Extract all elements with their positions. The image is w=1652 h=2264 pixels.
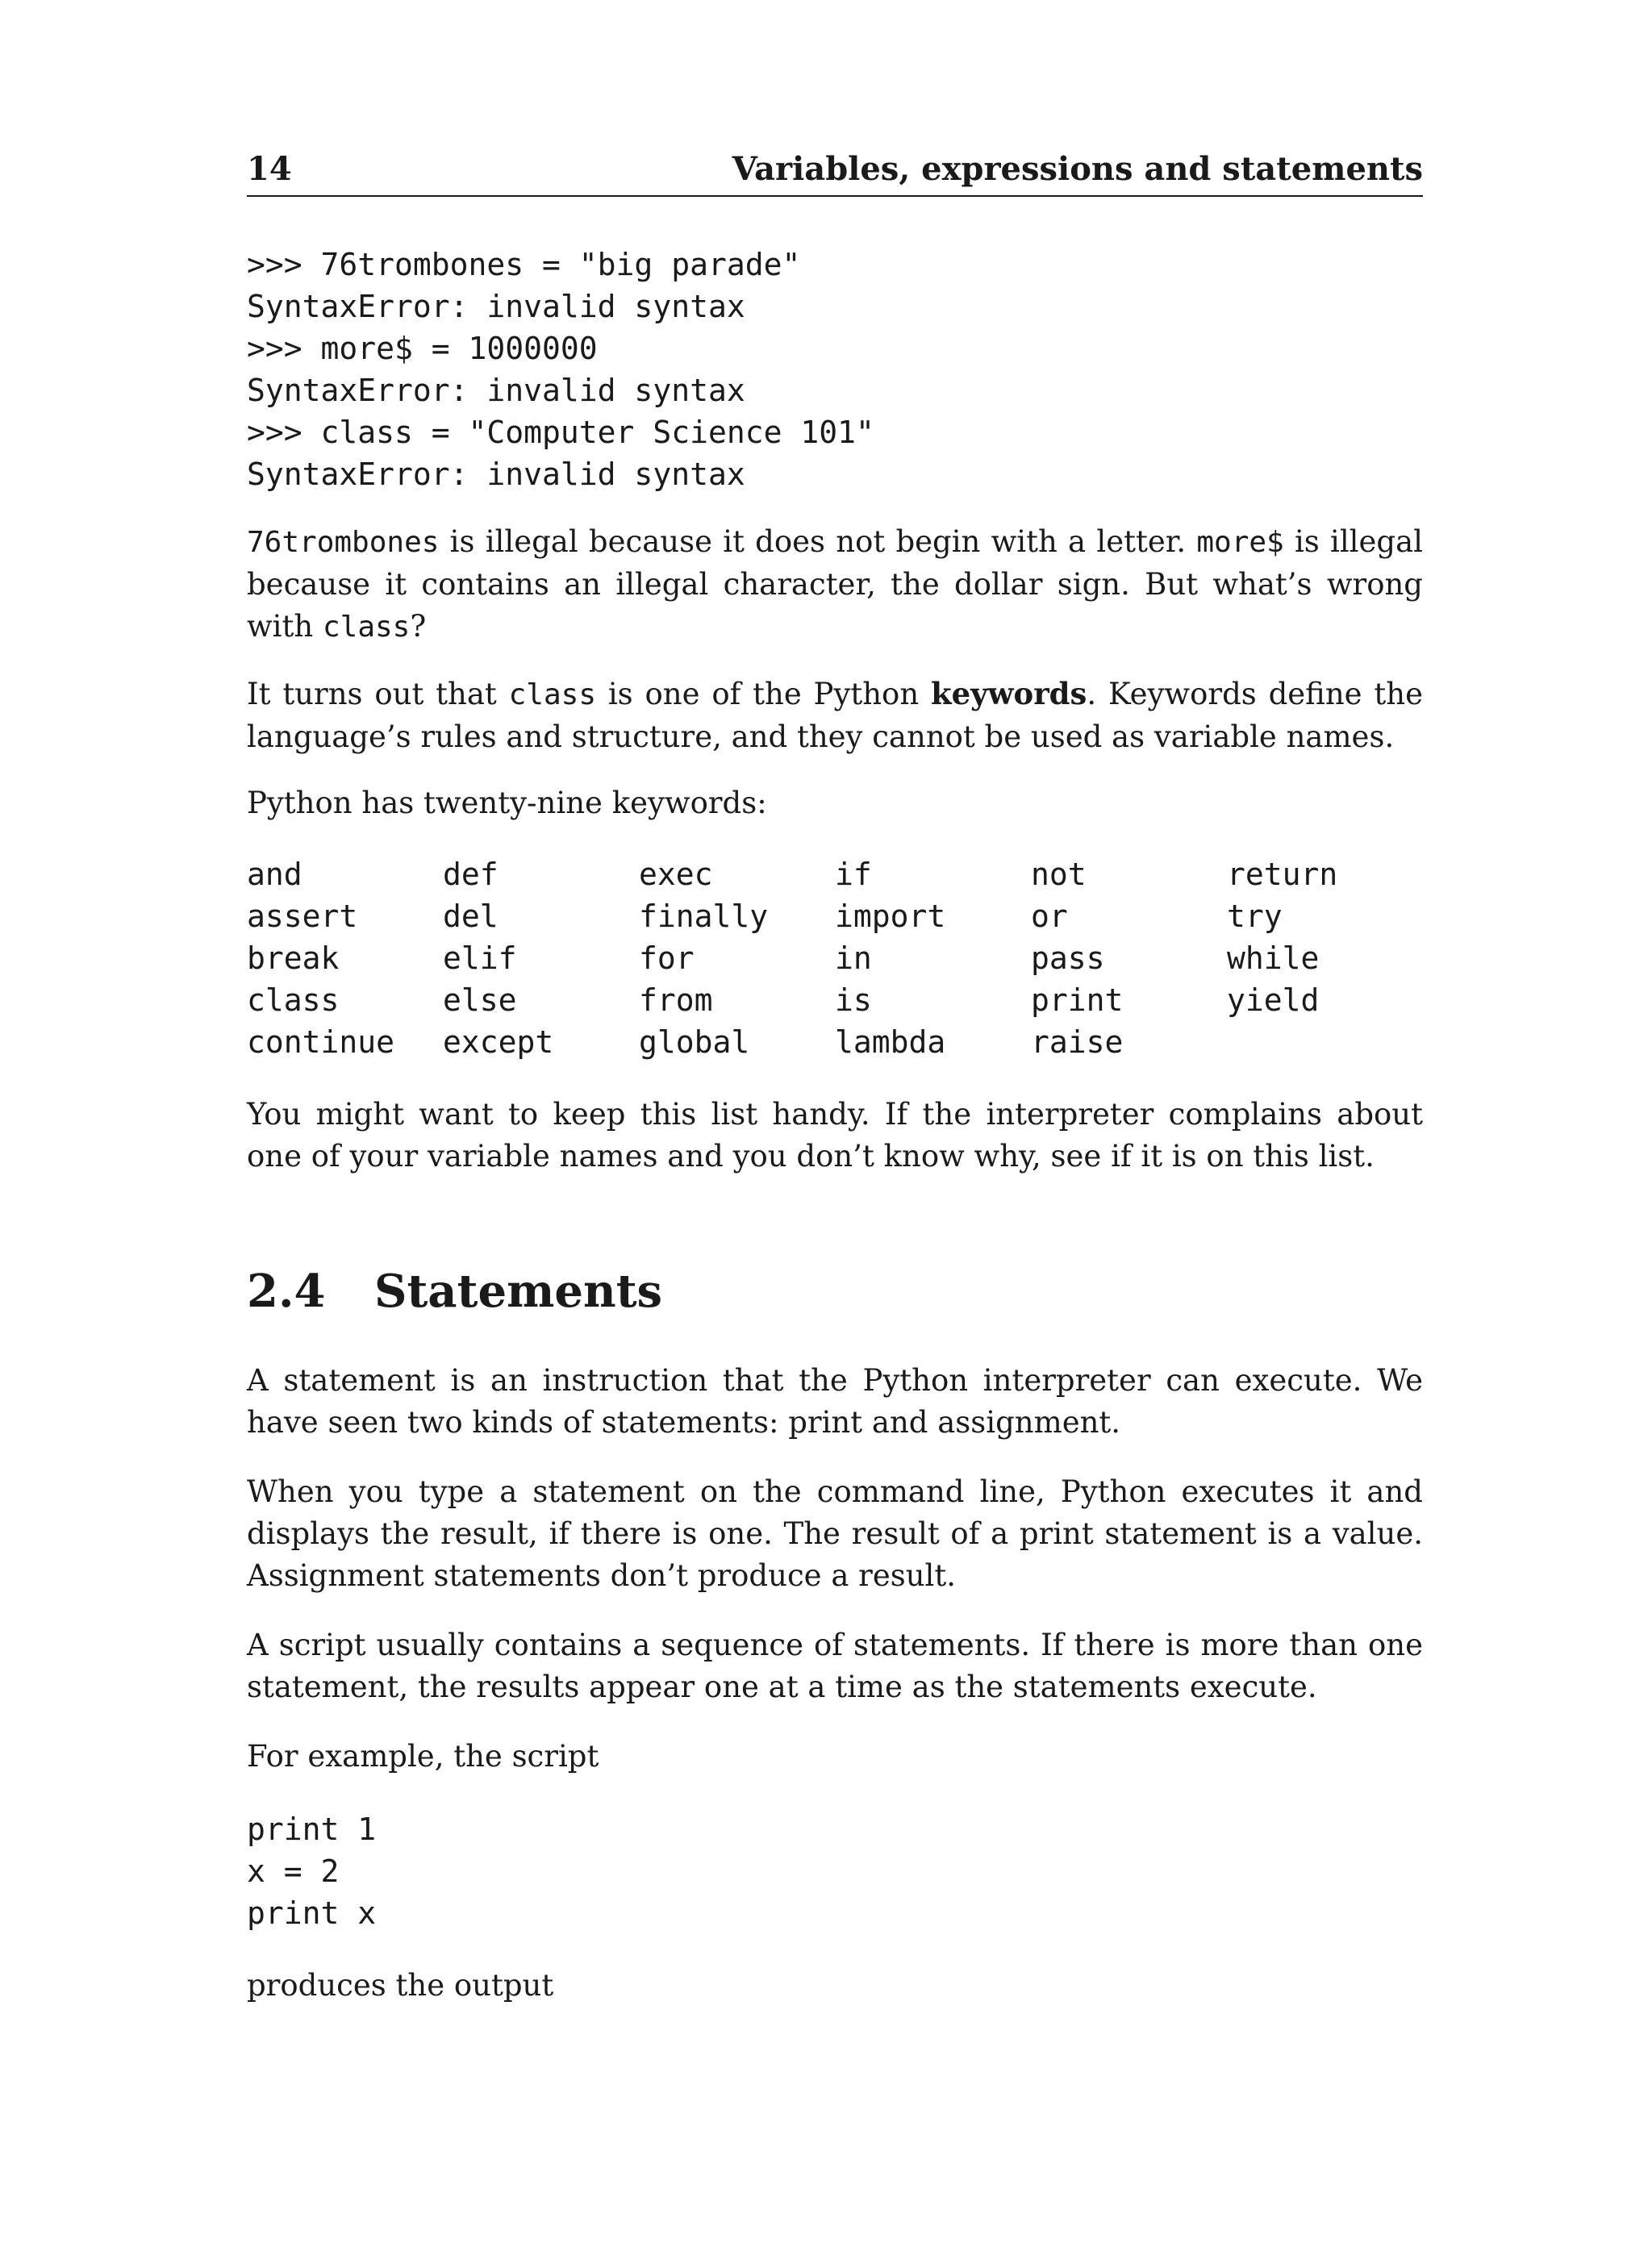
- paragraph-produces-output: produces the output: [247, 1968, 554, 2003]
- paragraph-command-line: When you type a statement on the command line, Python executes it and displays the result, if there is one. The result of a print statement is a value. Assignment statements don’t produce a result.: [247, 1474, 1423, 1593]
- inline-code: 76trombones: [247, 526, 440, 559]
- keyword-cell: for: [639, 940, 695, 976]
- keyword-cell: in: [835, 940, 872, 976]
- keyword-cell: except: [443, 1024, 554, 1060]
- running-head: [247, 150, 1423, 197]
- text-run: is illegal because it contains an illegal character, the dollar sign. But what’s wrong with: [247, 524, 1423, 644]
- bold-term: keywords: [930, 676, 1087, 711]
- paragraph-keyword-count: Python has twenty-nine keywords:: [247, 786, 767, 820]
- text-run: ?: [410, 609, 427, 644]
- code-line: >>> class = "Computer Science 101": [247, 415, 874, 450]
- keyword-cell: print: [1031, 982, 1124, 1018]
- keywords-table: [247, 857, 1423, 1066]
- keyword-cell: continue: [247, 1024, 395, 1060]
- paragraph-illegal-names: [247, 521, 1423, 648]
- code-line: print 1: [247, 1812, 377, 1847]
- keyword-cell: del: [443, 899, 499, 934]
- keyword-cell: assert: [247, 899, 358, 934]
- section-title: Statements: [374, 1265, 663, 1318]
- text-run: It turns out that: [247, 677, 509, 711]
- page-number: 14: [247, 150, 292, 188]
- code-block-syntax-errors: [247, 244, 1423, 495]
- keyword-cell: def: [443, 857, 499, 892]
- keyword-cell: pass: [1031, 940, 1105, 976]
- keyword-cell: exec: [639, 857, 713, 892]
- keyword-cell: [1227, 1024, 1423, 1066]
- code-line: SyntaxError: invalid syntax: [247, 457, 745, 492]
- paragraph-script-sequence: A script usually contains a sequence of statements. If there is more than one statement, the results appear one at a time as the statements execute.: [247, 1628, 1423, 1704]
- paragraph-for-example: For example, the script: [247, 1739, 599, 1774]
- table-row: [247, 1024, 1423, 1066]
- section-heading: [247, 1265, 662, 1318]
- keyword-cell: finally: [639, 899, 769, 934]
- keyword-cell: not: [1031, 857, 1087, 892]
- paragraph-keep-list-handy: You might want to keep this list handy. If the interpreter complains about one of your variable names and you don’t know why, see if it is on this list.: [247, 1097, 1423, 1174]
- keyword-cell: global: [639, 1024, 750, 1060]
- keyword-cell: from: [639, 982, 713, 1018]
- keyword-cell: while: [1227, 940, 1320, 976]
- text-run: is one of the Python: [596, 677, 931, 711]
- keyword-cell: if: [835, 857, 872, 892]
- inline-code: more$: [1196, 526, 1284, 559]
- keyword-cell: import: [835, 899, 946, 934]
- code-line: SyntaxError: invalid syntax: [247, 289, 745, 324]
- keyword-cell: class: [247, 982, 340, 1018]
- paragraph-statement-definition: A statement is an instruction that the Python interpreter can execute. We have seen two kinds of statements: print and assignment.: [247, 1363, 1423, 1440]
- section-number: 2.4: [247, 1265, 326, 1318]
- code-line: >>> more$ = 1000000: [247, 331, 598, 366]
- table-row: [247, 899, 1423, 940]
- table-row: [247, 940, 1423, 982]
- keyword-cell: and: [247, 857, 302, 892]
- code-line: >>> 76trombones = "big parade": [247, 247, 801, 282]
- keyword-cell: is: [835, 982, 872, 1018]
- text-run: is illegal because it does not begin with a letter.: [439, 524, 1197, 559]
- paragraph-keywords: [247, 673, 1423, 758]
- inline-code: class: [322, 611, 411, 644]
- table-row: [247, 857, 1423, 899]
- keyword-cell: try: [1227, 899, 1283, 934]
- keyword-cell: else: [443, 982, 517, 1018]
- text-run: . Keywords define the language’s rules and structure, and they cannot be used as variable names.: [247, 677, 1423, 754]
- code-line: SyntaxError: invalid syntax: [247, 373, 745, 408]
- inline-code: class: [508, 678, 596, 711]
- chapter-title: Variables, expressions and statements: [732, 150, 1423, 188]
- code-block-script: [247, 1808, 1423, 1934]
- keyword-cell: or: [1031, 899, 1068, 934]
- keyword-cell: lambda: [835, 1024, 946, 1060]
- keyword-cell: elif: [443, 940, 517, 976]
- keyword-cell: break: [247, 940, 340, 976]
- keyword-cell: yield: [1227, 982, 1320, 1018]
- table-row: [247, 982, 1423, 1024]
- code-line: print x: [247, 1895, 377, 1931]
- code-line: x = 2: [247, 1853, 340, 1889]
- keyword-cell: return: [1227, 857, 1338, 892]
- keyword-cell: raise: [1031, 1024, 1124, 1060]
